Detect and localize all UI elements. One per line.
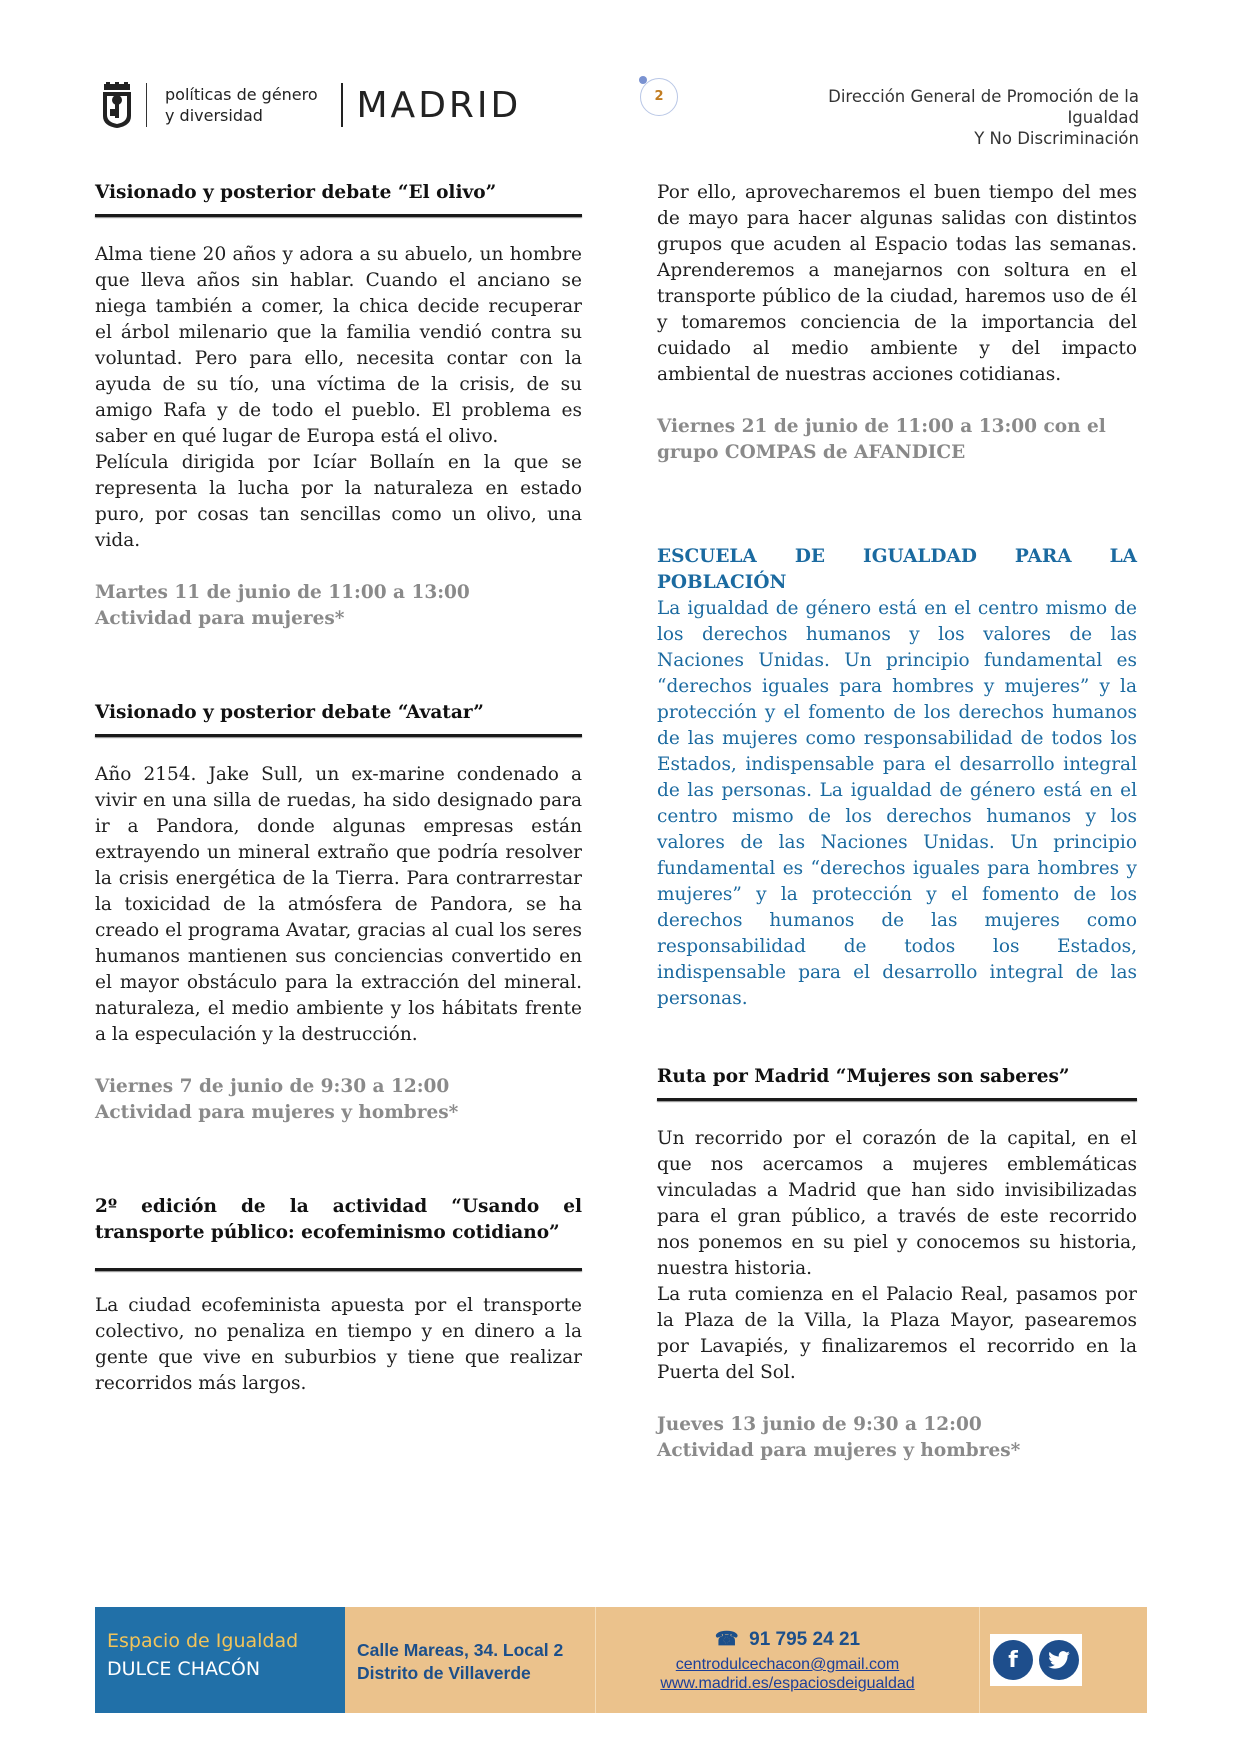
phone-icon: ☎	[714, 1629, 739, 1650]
footer	[95, 1607, 1147, 1713]
department-name	[165, 84, 335, 126]
section-body: La ruta comienza en el Palacio Real, pasamos por la Plaza de la Villa, la Plaza Mayor, pasearemos por Lavapiés, y finalizaremos el recorrido en la Puerta del Sol.	[657, 1284, 1137, 1383]
section-el-olivo	[95, 180, 582, 632]
event-audience: Actividad para mujeres y hombres*	[95, 1102, 459, 1123]
address-line-2: Distrito de Villaverde	[357, 1663, 531, 1683]
email-link[interactable]: centrodulcechacon@gmail.com	[675, 1656, 900, 1673]
section-title: ESCUELA DE IGUALDAD PARA LA	[657, 546, 1137, 567]
footer-address	[345, 1607, 595, 1713]
city-name: MADRID	[356, 84, 522, 126]
section-escuela-igualdad	[657, 544, 1137, 1012]
directorate-name	[739, 86, 1139, 149]
section-title-cont: POBLACIÓN	[657, 572, 787, 593]
web-link[interactable]: www.madrid.es/espaciosdeigualdad	[660, 1675, 915, 1692]
section-title: Visionado y posterior debate “Avatar”	[95, 702, 484, 723]
event-audience: Actividad para mujeres*	[95, 608, 345, 629]
section-transporte	[95, 1194, 582, 1397]
footer-center-name	[95, 1607, 345, 1713]
center-name-line-2: DULCE CHACÓN	[107, 1658, 261, 1680]
right-column	[657, 180, 1137, 1464]
footer-contact	[595, 1607, 979, 1713]
section-body: Año 2154. Jake Sull, un ex-marine condenado a vivir en una silla de ruedas, ha sido designado para ir a Pandora, donde algunas empresas están extrayendo un mineral extraño que podría resolver la crisis energética de la Tierra. Para contrarrestar la toxicidad de la atmósfera de Pandora, se ha creado el programa Avatar, gracias al cual los seres humanos mantienen sus conciencias convertido en el mayor obstáculo para la extracción del mineral. naturaleza, el medio ambiente y los hábitats frente a la especulación y la destrucción.	[95, 764, 582, 1045]
event-date: Viernes 7 de junio de 9:30 a 12:00	[95, 1076, 450, 1097]
phone-number: 91 795 24 21	[749, 1629, 861, 1650]
event-date: Martes 11 de junio de 11:00 a 13:00	[95, 582, 470, 603]
twitter-bird-icon	[1048, 1651, 1070, 1669]
section-title: Visionado y posterior debate “El olivo”	[95, 182, 497, 203]
section-body: Un recorrido por el corazón de la capital, en el que nos acercamos a mujeres emblemáticas vinculadas a Madrid que han sido invisibilizadas para el gran público, a través de este recorrido nos ponemos en su piel y conocemos su historia, nuestra historia.	[657, 1128, 1137, 1279]
madrid-logo	[100, 80, 521, 130]
center-name-line-1: Espacio de Igualdad	[107, 1630, 299, 1652]
logo-divider	[146, 83, 147, 127]
section-title: 2º edición de la actividad “Usando el transporte público: ecofeminismo cotidiano”	[95, 1196, 582, 1243]
phone-row[interactable]	[596, 1629, 979, 1651]
section-body: La igualdad de género está en el centro mismo de los derechos humanos y los valores de las Naciones Unidas. Un principio fundamental es “derechos iguales para hombres y mujeres” y la protección y el fomento de los derechos humanos de las mujeres como responsabilidad de todos los Estados, indispensable para el desarrollo integral de las personas. La igualdad de género está en el centro mismo de los derechos humanos y los valores de las Naciones Unidas. Un principio fundamental es “derechos iguales para hombres y mujeres” y la protección y el fomento de los derechos humanos de las mujeres como responsabilidad de todos los Estados, indispensable para el desarrollo integral de las personas.	[657, 598, 1137, 1009]
directorate-line-3: Y No Discriminación	[974, 129, 1139, 148]
section-title: Ruta por Madrid “Mujeres son saberes”	[657, 1066, 1070, 1087]
section-body: Película dirigida por Icíar Bollaín en la que se representa la lucha por la naturaleza en estado puro, por cosas tan sencillas como un olivo, una vida.	[95, 452, 582, 551]
directorate-line-1: Dirección General de Promoción de la	[828, 87, 1139, 106]
page-number: 2	[640, 78, 678, 116]
twitter-icon[interactable]	[1039, 1640, 1079, 1680]
event-date: Viernes 21 de junio de 11:00 a 13:00 con el grupo COMPAS de AFANDICE	[657, 416, 1106, 463]
footer-social	[979, 1607, 1147, 1713]
logo-divider	[341, 83, 343, 127]
department-line-2: y diversidad	[165, 106, 263, 125]
section-body: Por ello, aprovecharemos el buen tiempo del mes de mayo para hacer algunas salidas con distintos grupos que acuden al Espacio todas las semanas. Aprenderemos a manejarnos con soltura en el transporte público de la ciudad, haremos uso de él y tomaremos conciencia de la importancia del cuidado al medio ambiente y del impacto ambiental de nuestras acciones cotidianas.	[657, 182, 1137, 385]
section-avatar	[95, 700, 582, 1126]
section-body: Alma tiene 20 años y adora a su abuelo, un hombre que lleva años sin hablar. Cuando el anciano se niega también a comer, la chica decide recuperar el árbol milenario que la familia vendió contra su voluntad. Pero para ello, necesita contar con la ayuda de su tío, una víctima de la crisis, de su amigo Rafa y de todo el pueblo. El problema es saber en qué lugar de Europa está el olivo.	[95, 244, 582, 447]
page-number-dot	[639, 76, 647, 84]
section-transporte-continued	[657, 180, 1137, 466]
left-column	[95, 180, 582, 1397]
section-body: La ciudad ecofeminista apuesta por el transporte colectivo, no penaliza en tiempo y en dinero a la gente que vive en suburbios y tiene que realizar recorridos más largos.	[95, 1295, 582, 1394]
social-icons	[990, 1634, 1082, 1686]
event-audience: Actividad para mujeres y hombres*	[657, 1440, 1021, 1461]
madrid-crest-icon	[100, 82, 134, 128]
directorate-line-2: Igualdad	[1067, 108, 1139, 127]
event-date: Jueves 13 junio de 9:30 a 12:00	[657, 1414, 982, 1435]
address-line-1: Calle Mareas, 34. Local 2	[357, 1640, 564, 1660]
facebook-icon[interactable]: f	[993, 1640, 1033, 1680]
department-line-1: políticas de género	[165, 85, 318, 104]
section-ruta-madrid	[657, 1064, 1137, 1464]
